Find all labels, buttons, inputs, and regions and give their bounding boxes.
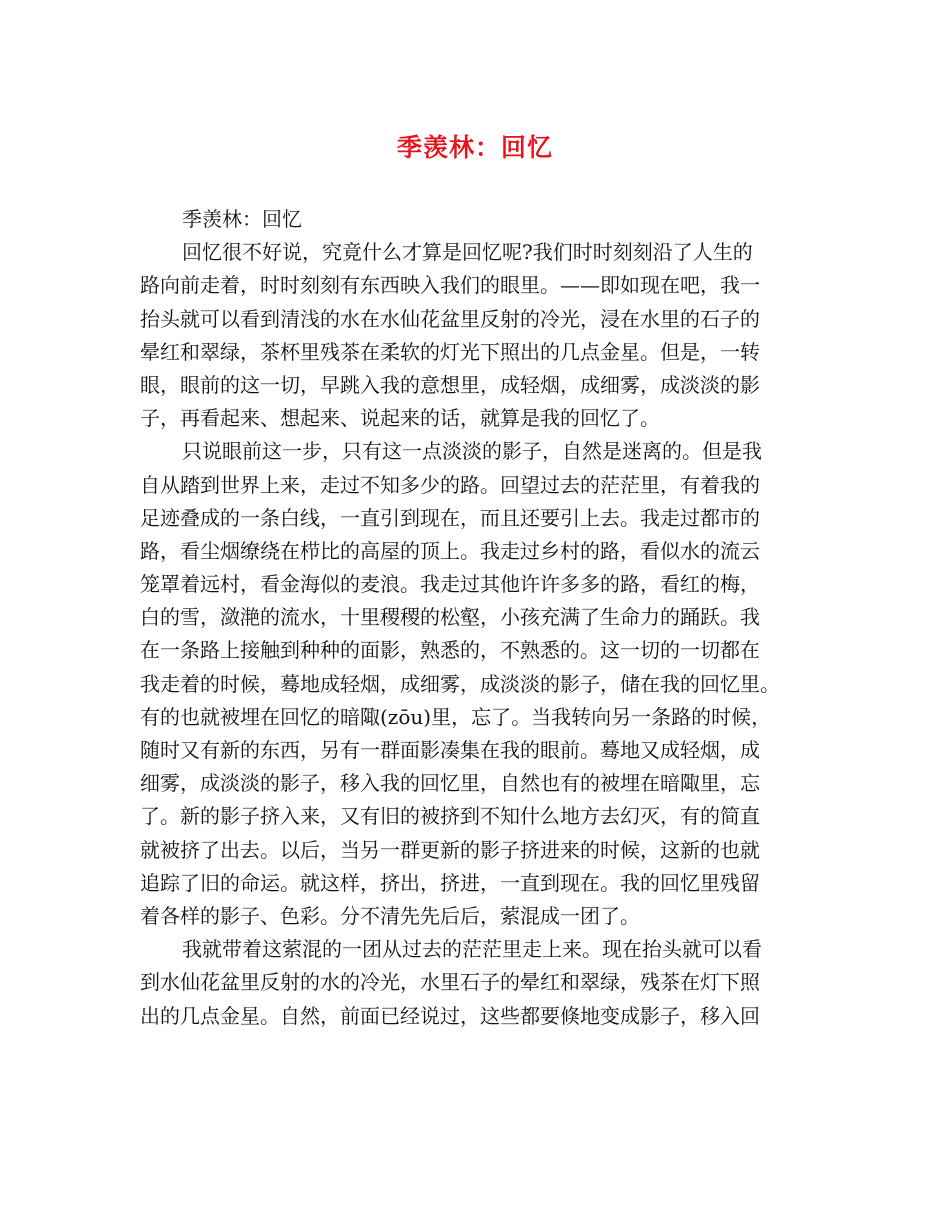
paragraph-line: 随时又有新的东西，另有一群面影凑集在我的眼前。蓦地又成轻烟，成: [140, 738, 760, 762]
paragraph-line: 到水仙花盆里反射的水的冷光，水里石子的晕红和翠绿，残茶在灯下照: [140, 970, 760, 995]
paragraph-line: 在一条路上接触到种种的面影，熟悉的，不熟悉的。这一切的一切都在: [140, 638, 760, 663]
paragraph-line: 抬头就可以看到清浅的水在水仙花盆里反射的冷光，浸在水里的石子的: [140, 306, 760, 331]
paragraph-line: 路，看尘烟缭绕在栉比的高屋的顶上。我走过乡村的路，看似水的流云: [140, 538, 760, 563]
paragraph-line: 自从踏到世界上来，走过不知多少的路。回望过去的茫茫里，有着我的: [140, 472, 760, 497]
paragraph-line: 路向前走着，时时刻刻有东西映入我们的眼里。——即如现在吧，我一: [140, 273, 760, 298]
paragraph-line: 回忆很不好说，究竟什么才算是回忆呢?我们时时刻刻沿了人生的: [182, 240, 753, 265]
paragraph-line: 只说眼前这一步，只有这一点淡淡的影子，自然是迷离的。但是我: [182, 439, 762, 464]
paragraph-line: 我就带着这萦混的一团从过去的茫茫里走上来。现在抬头就可以看: [182, 937, 762, 962]
paragraph-line: 子，再看起来、想起来、说起来的话，就算是我的回忆了。: [140, 406, 660, 431]
paragraph-line: 季羡林：回忆: [182, 207, 302, 231]
paragraph-line: 着各样的影子、色彩。分不清先先后后，萦混成一团了。: [140, 903, 640, 928]
paragraph-line: 了。新的影子挤入来，又有旧的被挤到不知什么地方去幻灭，有的简直: [140, 804, 760, 829]
paragraph-line: 出的几点金星。自然，前面已经说过，这些都要倏地变成影子，移入回: [140, 1003, 760, 1028]
document-body: [140, 203, 825, 1033]
paragraph-line: 我走着的时候，蓦地成轻烟，成细雾，成淡淡的影子，储在我的回忆里。: [140, 671, 780, 696]
paragraph-line: 白的雪，潋滟的流水，十里稷稷的松壑，小孩充满了生命力的踊跃。我: [140, 605, 760, 630]
paragraph-line: 晕红和翠绿，茶杯里残茶在柔软的灯光下照出的几点金星。但是，一转: [140, 339, 760, 364]
paragraph-line: 细雾，成淡淡的影子，移入我的回忆里，自然也有的被埋在暗陬里，忘: [140, 771, 760, 796]
paragraph-line: 眼，眼前的这一切，早跳入我的意想里，成轻烟，成细雾，成淡淡的影: [140, 372, 760, 397]
paragraph-line: 追踪了旧的命运。就这样，挤出，挤进，一直到现在。我的回忆里残留: [140, 870, 760, 895]
paragraph-line: 就被挤了出去。以后，当另一群更新的影子挤进来的时候，这新的也就: [140, 837, 760, 862]
paragraph-line: 足迹叠成的一条白线，一直引到现在，而且还要引上去。我走过都市的: [140, 505, 760, 530]
paragraph-line: 笼罩着远村，看金海似的麦浪。我走过其他许许多多的路，看红的梅，: [140, 572, 760, 597]
paragraph-line: 有的也就被埋在回忆的暗陬(zōu)里，忘了。当我转向另一条路的时候，: [140, 704, 772, 729]
document-title: 季羡林：回忆: [396, 133, 553, 162]
